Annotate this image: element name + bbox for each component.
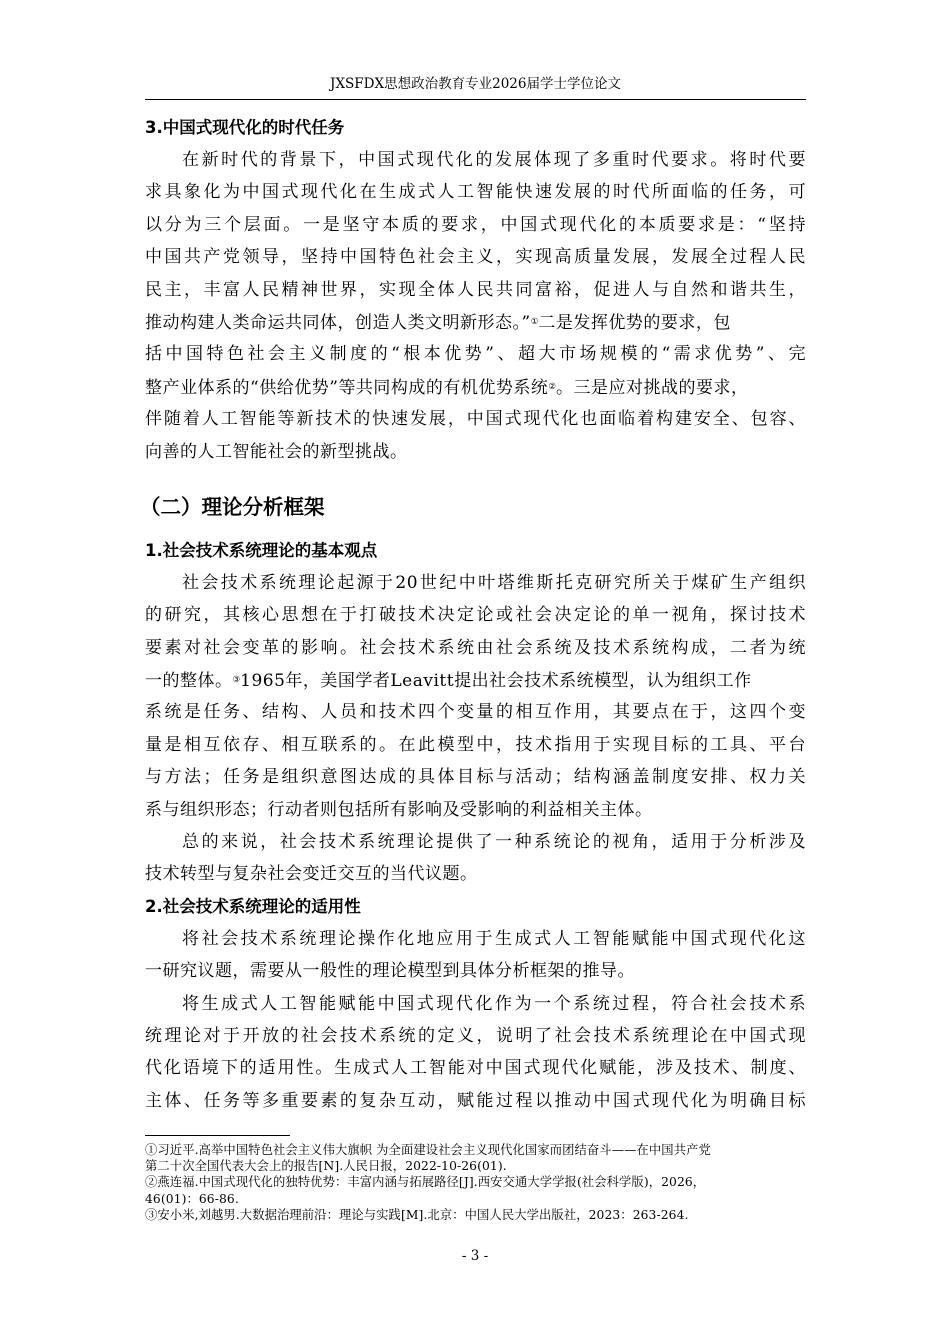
paragraph-line: 技术转型与复杂社会变迁交互的当代议题。 [145,864,478,885]
paragraph-line: 要素对社会变革的影响。社会技术系统由社会系统及技术系统构成，二者为统 [145,637,806,658]
line-text: 二是发挥优势的要求，包 [538,312,731,333]
paragraph-line: 系统是任务、结构、人员和技术四个变量的相互作用，其要点在于，这四个变 [145,702,806,723]
paragraph-line: 与方法；任务是组织意图达成的具体目标与活动；结构涵盖制度安排、权力关 [145,767,806,788]
paragraph-line: 求具象化为中国式现代化在生成式人工智能快速发展的时代所面临的任务，可 [145,182,806,203]
paragraph-line [145,664,806,696]
paragraph-line: 统理论对于开放的社会技术系统的定义，说明了社会技术系统理论在中国式现 [145,1025,806,1046]
section-heading-applicability: 2.社会技术系统理论的适用性 [145,896,361,916]
paragraph-line: 以分为三个层面。一是坚守本质的要求，中国式现代化的本质要求是：“坚持 [145,214,806,235]
paragraph-line: 的研究，其核心思想在于打破技术决定论或社会决定论的单一视角，探讨技术 [145,605,806,626]
paragraph-line: 民主，丰富人民精神世界，实现全体人民共同富裕，促进人与自然和谐共生， [145,279,806,300]
paragraph-line: 中国共产党领导，坚持中国特色社会主义，实现高质量发展，发展全过程人民 [145,247,806,268]
running-header: JXSFDX思想政治教育专业2026届学士学位论文 [330,76,621,92]
line-text: 一的整体。 [145,671,233,692]
line-text: 1965年，美国学者Leavitt提出社会技术系统模型，认为组织工作 [240,671,752,692]
line-text: 整产业体系的“供给优势”等共同构成的有机优势系统 [145,377,549,398]
footnotes [145,1142,806,1223]
paragraph-line [145,371,806,403]
footnote-line: 46(01)：66-86. [145,1191,239,1206]
paragraph-line: 将生成式人工智能赋能中国式现代化作为一个系统过程，符合社会技术系 [182,993,806,1014]
line-text: 。三是应对挑战的要求， [556,377,749,398]
paragraph-line: 社会技术系统理论起源于20世纪中叶塔维斯托克研究所关于煤矿生产组织 [182,572,806,593]
section-heading-framework: （二）理论分析框架 [140,494,325,519]
footnote-line: ②燕连福.中国式现代化的独特优势：丰富内涵与拓展路径[J].西安交通大学学报(社会科学版)，2026， [145,1175,706,1190]
footnote-line: 第二十次全国代表大会上的报告[N].人民日报，2022-10-26(01). [145,1159,507,1174]
page-number: - 3 - [461,1248,489,1264]
section-heading-basic-views: 1.社会技术系统理论的基本观点 [145,540,378,560]
paragraph-line [145,306,806,338]
paragraph-line: 将社会技术系统理论操作化地应用于生成式人工智能赋能中国式现代化这 [182,928,806,949]
paragraph-line: 主体、任务等多重要素的复杂互动，赋能过程以推动中国式现代化为明确目标 [145,1090,806,1111]
paragraph-line: 伴随着人工智能等新技术的快速发展，中国式现代化也面临着构建安全、包容、 [145,409,806,430]
section-heading-tasks: 3.中国式现代化的时代任务 [145,118,345,137]
paragraph-line: 系与组织形态；行动者则包括所有影响及受影响的利益相关主体。 [145,799,653,820]
footnote-marker[interactable]: ② [548,381,557,392]
paragraph-line: 括中国特色社会主义制度的“根本优势”、超大市场规模的“需求优势”、完 [145,344,806,365]
header-rule [145,99,806,100]
paragraph-line: 一研究议题，需要从一般性的理论模型到具体分析框架的推导。 [145,961,635,982]
page-body [140,112,806,1117]
footnote-marker[interactable]: ③ [232,675,241,686]
line-text: 推动构建人类命运共同体，创造人类文明新形态。” [145,312,531,333]
footnote-separator [145,1135,290,1136]
paragraph-line: 在新时代的背景下，中国式现代化的发展体现了多重时代要求。将时代要 [182,150,806,170]
paragraph-line: 总的来说，社会技术系统理论提供了一种系统论的视角，适用于分析涉及 [182,832,806,853]
paragraph-line: 量是相互依存、相互联系的。在此模型中，技术指用于实现目标的工具、平台 [145,734,806,755]
footnote-line: ①习近平.高举中国特色社会主义伟大旗帜 为全面建设社会主义现代化国家而团结奋斗——在中国共产党 [145,1143,711,1157]
paragraph-line: 代化语境下的适用性。生成式人工智能对中国式现代化赋能，涉及技术、制度、 [145,1058,806,1079]
footnote-line: ③安小米,刘越男.大数据治理前沿：理论与实践[M].北京：中国人民大学出版社，2023：263-264. [145,1207,689,1222]
footnote-marker[interactable]: ① [530,316,539,327]
paragraph-line: 向善的人工智能社会的新型挑战。 [145,441,408,462]
